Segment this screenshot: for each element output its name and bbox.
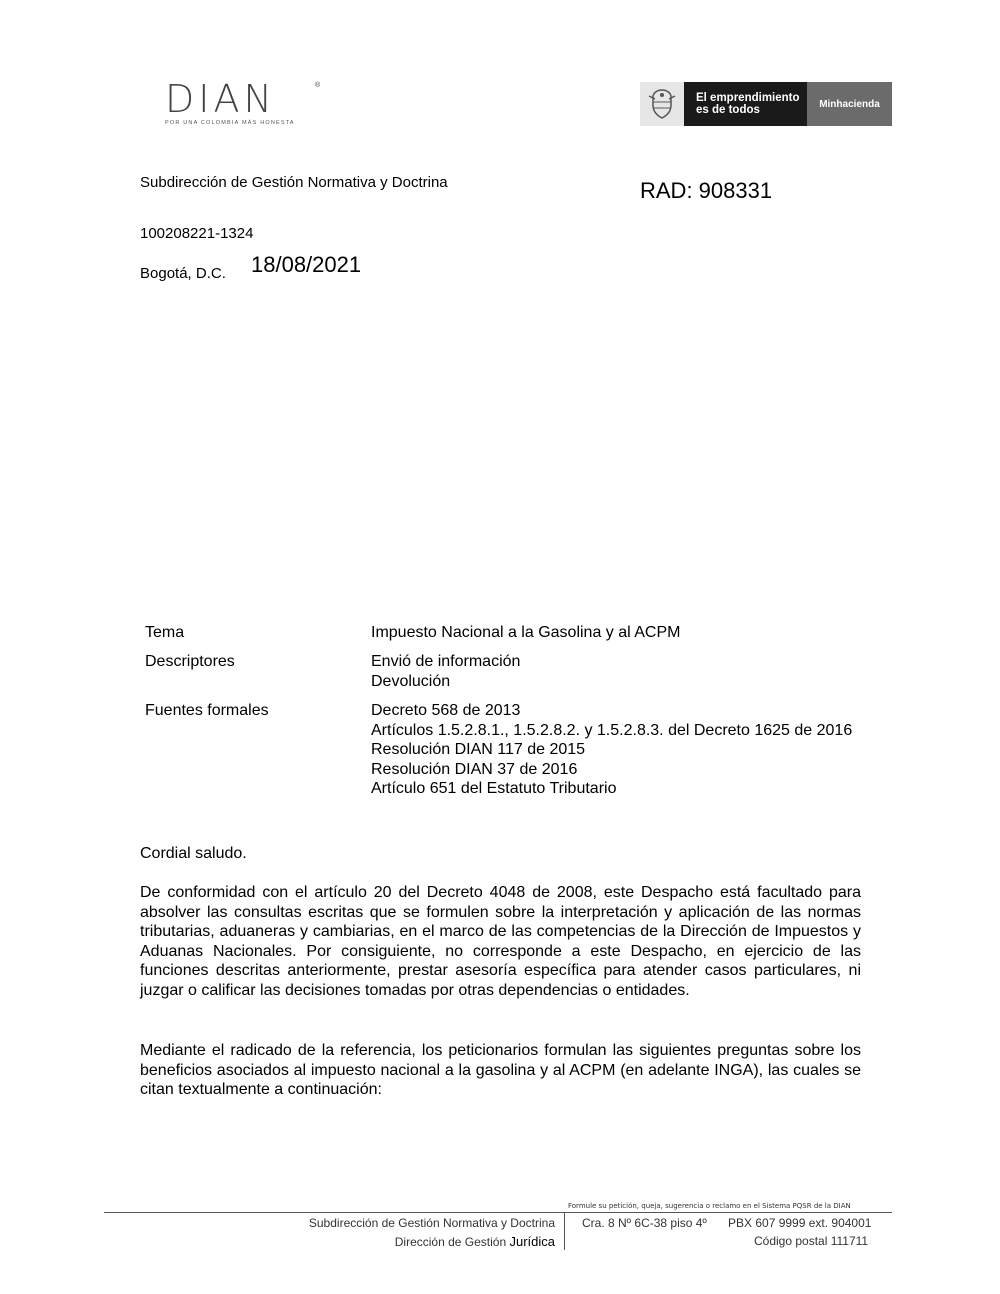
letter-date: 18/08/2021 [251,252,362,277]
greeting: Cordial saludo. [140,845,247,862]
footer-phone: PBX 607 9999 ext. 904001 [728,1216,872,1230]
pqsr-note: Formule su petición, queja, sugerencia o reclamo en el Sistema PQSR de la DIAN [568,1202,851,1210]
fuente-item: Artículo 651 del Estatuto Tributario [371,780,617,798]
footer-vertical-divider [564,1213,565,1250]
city: Bogotá, D.C. [140,265,226,282]
footer-direction-prefix: Dirección de Gestión [394,1235,510,1249]
gov-ministry: Minhacienda [807,82,892,126]
fuente-item: Resolución DIAN 37 de 2016 [371,760,578,778]
descriptor-item: Devolución [371,672,451,690]
registered-mark-icon: ® [315,82,321,89]
government-logo [640,82,892,126]
tema-text: Impuesto Nacional a la Gasolina y al ACPM [371,624,681,641]
footer-address: Cra. 8 Nº 6C-38 piso 4º [582,1216,707,1230]
office-name: Subdirección de Gestión Normativa y Doctrina [140,174,448,191]
footer-direction-strong: Jurídica [509,1234,555,1249]
paragraph-2: Mediante el radicado de la referencia, los peticionarios formulan las siguientes preguntas sobre los beneficios asociados al impuesto nacional a la gasolina y al ACPM (en adelante INGA), las cuales se citan textualmente a continuación: [140,1042,861,1099]
coat-of-arms-icon [640,82,684,126]
fuentes-list [371,701,859,799]
gov-slogan-line1: El emprendimiento [696,92,800,104]
footer-postal: Código postal 111711 [754,1234,869,1248]
footer-divider [104,1212,892,1213]
tema-value [371,623,859,643]
fuentes-label: Fuentes formales [145,702,269,719]
fuente-item: Decreto 568 de 2013 [371,702,521,719]
paragraph-1: De conformidad con el artículo 20 del Decreto 4048 de 2008, este Despacho está facultado para absolver las consultas escritas que se formulen sobre la interpretación y aplicación de las normas tributarias, aduaneras y cambiarias, en el marco de las competencias de la Dirección de Impuestos y Aduanas Nacionales. Por consiguiente, no corresponde a este Despacho, en ejercicio de las funciones descritas anteriormente, prestar asesoría específica para atender casos particulares, ni juzgar o calificar las decisiones tomadas por otras dependencias o entidades. [140,884,861,999]
fuente-item: Resolución DIAN 117 de 2015 [371,741,586,759]
gov-slogan [684,82,807,126]
fuente-item: Artículos 1.5.2.8.1., 1.5.2.8.2. y 1.5.2.8.3. del Decreto 1625 de 2016 [371,721,853,739]
tema-label: Tema [145,624,185,641]
dian-tagline: POR UNA COLOMBIA MÁS HONESTA [165,120,295,126]
reference-number: 100208221-1324 [140,225,254,242]
rad-number: RAD: 908331 [640,178,773,203]
descriptor-item: Envió de información [371,653,521,670]
footer-direction [395,1234,555,1249]
dian-logo [165,77,325,130]
descriptores-list [371,652,859,691]
dian-logo-text: DIAN [165,77,276,121]
gov-slogan-line2: es de todos [696,104,760,116]
descriptores-label: Descriptores [145,653,235,670]
footer-office: Subdirección de Gestión Normativa y Doctrina [308,1216,555,1230]
